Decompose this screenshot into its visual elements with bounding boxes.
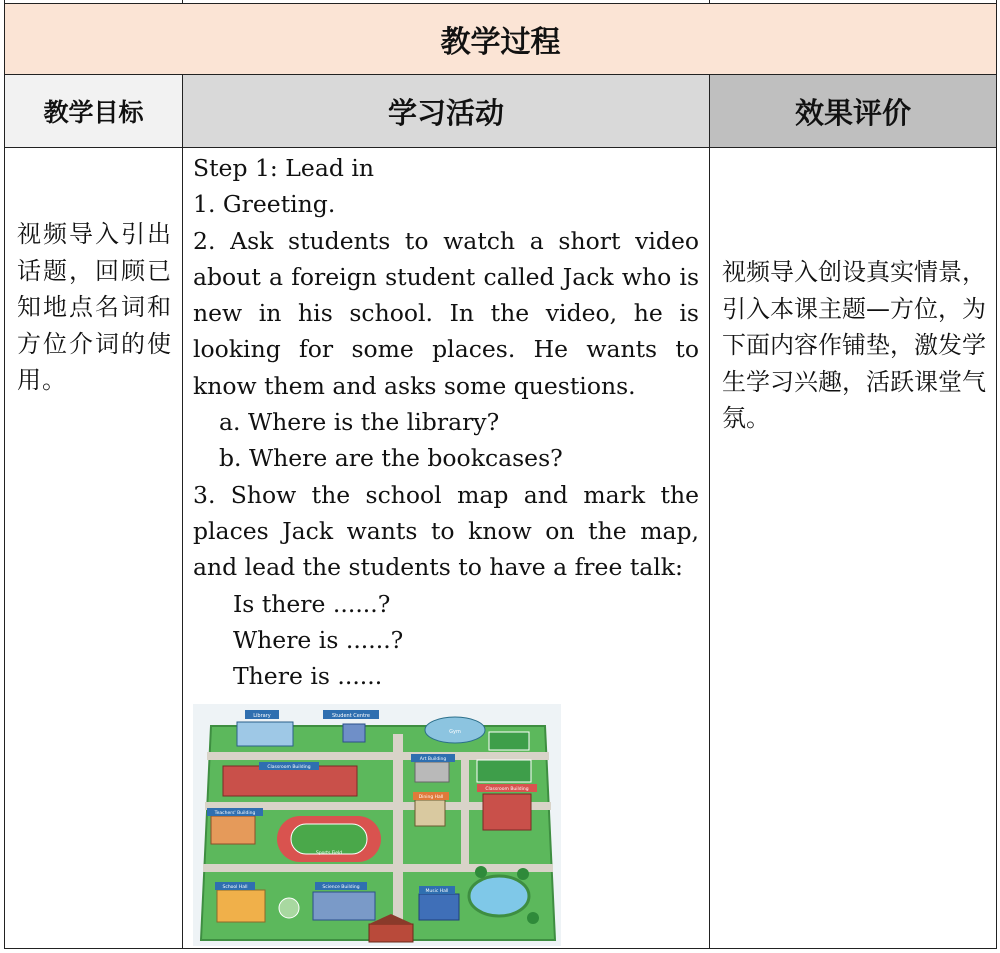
pattern-1: Is there ......? xyxy=(233,589,391,618)
pattern-3: There is ...... xyxy=(233,662,383,691)
map-label-art-building: Art Building xyxy=(419,757,447,763)
map-label-library: Library xyxy=(253,713,271,720)
map-label-classroom-building-2: Classroom Building xyxy=(485,787,529,793)
school-map-image xyxy=(193,704,561,946)
activity-cell xyxy=(183,148,710,949)
activity-item-2: 2. Ask students to watch a short video about a foreign student called Jack who is new in his school. In the video, he is looking for some places. He wants to know them and asks some questions. xyxy=(193,226,699,400)
header-evaluation: 效果评价 xyxy=(710,75,997,148)
map-label-school-hall: School Hall xyxy=(222,885,248,891)
question-a: a. Where is the library? xyxy=(219,408,500,437)
question-b: b. Where are the bookcases? xyxy=(219,444,563,473)
teaching-process-table xyxy=(4,0,997,949)
evaluation-cell xyxy=(710,148,997,949)
map-label-dining-hall: Dining Hall xyxy=(418,795,444,801)
pattern-2: Where is ......? xyxy=(233,625,404,654)
school-map-svg xyxy=(193,704,561,946)
map-label-gym: Gym xyxy=(449,729,461,736)
header-goal: 教学目标 xyxy=(5,75,183,148)
evaluation-text: 视频导入创设真实情景，引入本课主题—方位，为下面内容作铺垫，激发学生学习兴趣，活跃课堂气氛。 xyxy=(722,258,986,432)
goal-cell xyxy=(5,148,183,949)
goal-text: 视频导入引出话题，回顾已知地点名词和方位介词的使用。 xyxy=(17,220,172,394)
activity-item-1: 1. Greeting. xyxy=(193,190,336,219)
map-label-teachers-building: Teachers' Building xyxy=(214,811,256,817)
step-heading: Step 1: Lead in xyxy=(193,154,374,182)
map-label-sports-field: Sports Field xyxy=(315,851,343,857)
map-label-music-hall: Music Hall xyxy=(425,889,449,895)
table-title: 教学过程 xyxy=(5,4,997,75)
map-label-student-centre: Student Centre xyxy=(332,713,370,720)
map-label-science-building: Science Building xyxy=(322,885,360,891)
activity-item-3: 3. Show the school map and mark the places Jack wants to know on the map, and lead the students to have a free talk: xyxy=(193,480,699,582)
header-activity: 学习活动 xyxy=(183,75,710,148)
map-label-classroom-building-1: Classroom Building xyxy=(267,765,311,771)
